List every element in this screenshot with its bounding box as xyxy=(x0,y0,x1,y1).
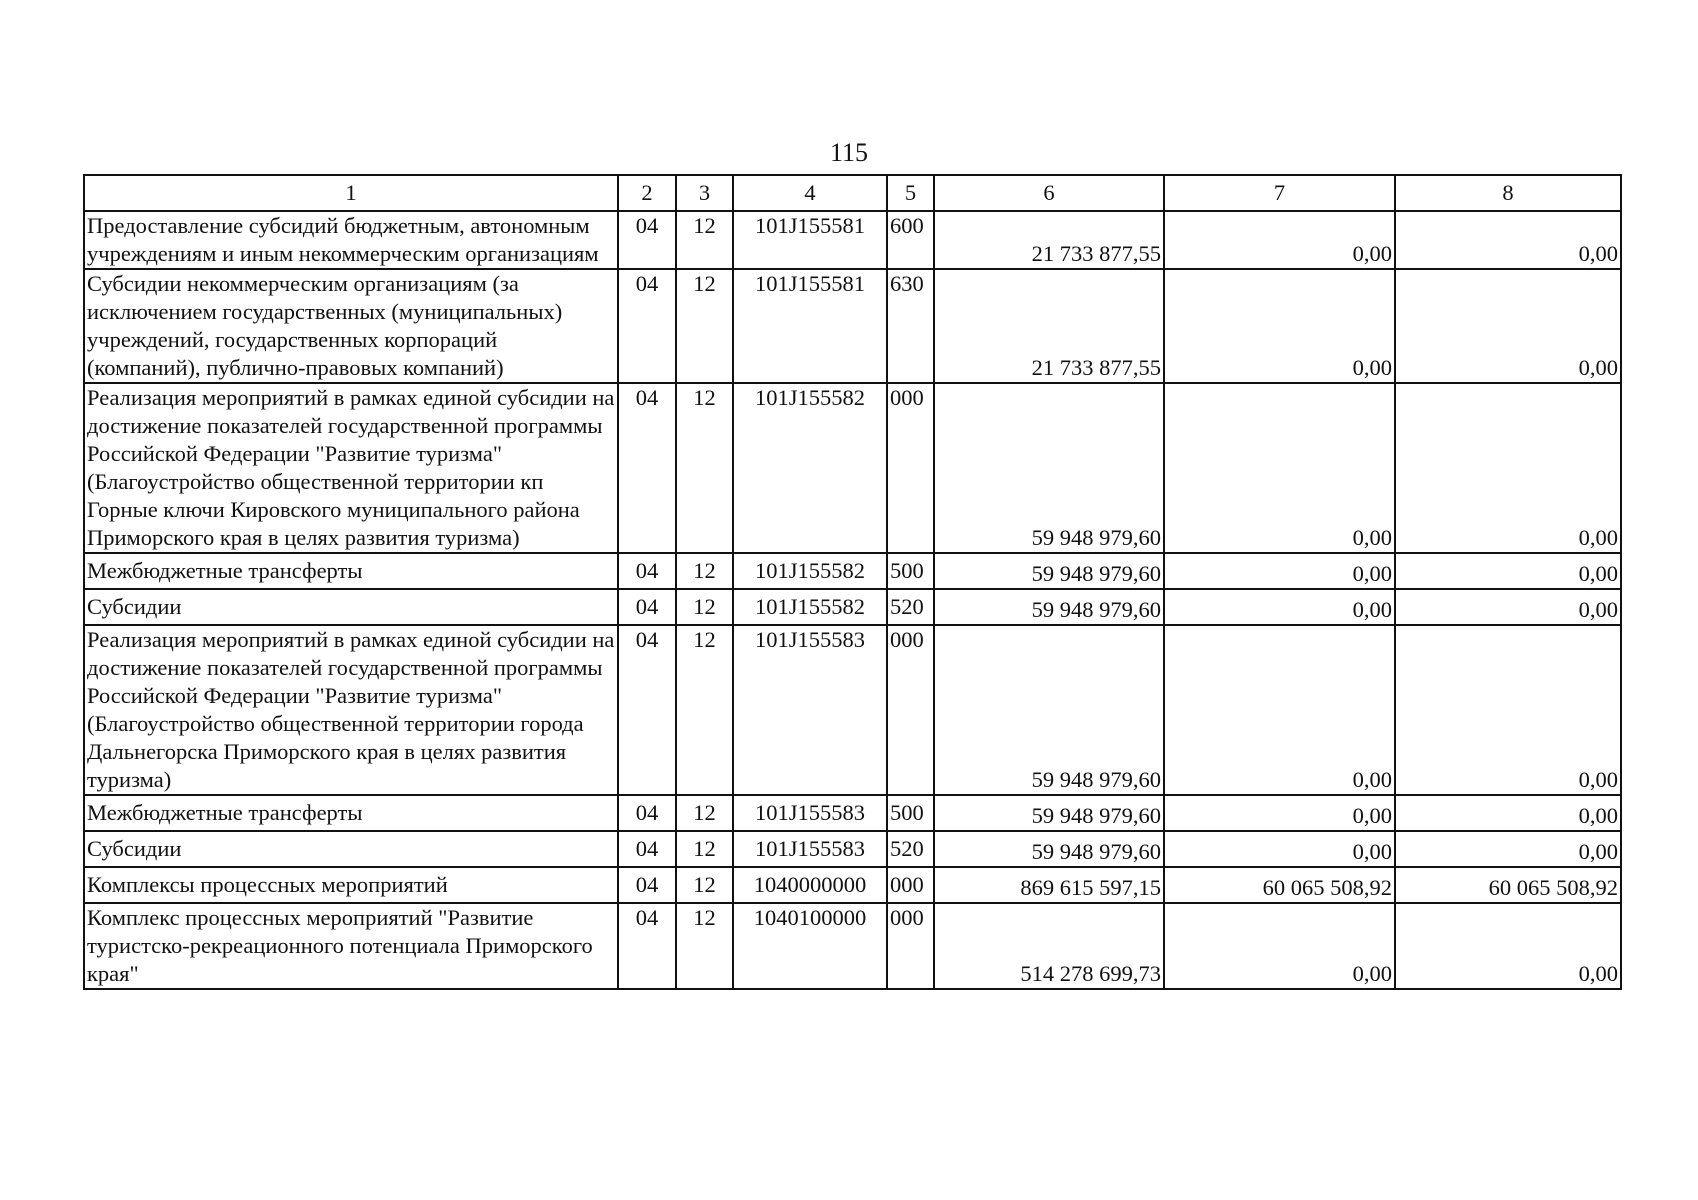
cell-amount-8: 0,00 xyxy=(1395,831,1621,867)
cell-expense-type: 600 xyxy=(887,211,934,269)
cell-section: 04 xyxy=(618,831,676,867)
cell-expense-type: 000 xyxy=(887,625,934,795)
cell-amount-7: 0,00 xyxy=(1164,269,1395,383)
cell-section: 04 xyxy=(618,795,676,831)
row-name: Межбюджетные трансферты xyxy=(84,795,618,831)
row-name: Комплексы процессных мероприятий xyxy=(84,867,618,903)
table-row xyxy=(84,795,1621,831)
cell-amount-8: 0,00 xyxy=(1395,625,1621,795)
cell-target-code: 1040100000 xyxy=(733,903,887,989)
table-row xyxy=(84,589,1621,625)
cell-target-code: 101J155583 xyxy=(733,831,887,867)
column-header: 1 xyxy=(84,175,618,211)
cell-target-code: 101J155581 xyxy=(733,269,887,383)
cell-expense-type: 000 xyxy=(887,867,934,903)
table-row xyxy=(84,867,1621,903)
cell-section: 04 xyxy=(618,269,676,383)
cell-subsection: 12 xyxy=(676,795,733,831)
table-row xyxy=(84,553,1621,589)
cell-section: 04 xyxy=(618,589,676,625)
row-name: Реализация мероприятий в рамках единой субсидии на достижение показателей государственной программы Российской Федерации "Развитие туризма" (Благоустройство общественной территории кп Горные ключи Кировского муниципального района Приморского края в целях развития туризма) xyxy=(84,383,618,553)
page-number: 115 xyxy=(829,138,869,167)
column-header: 3 xyxy=(676,175,733,211)
cell-subsection: 12 xyxy=(676,383,733,553)
cell-amount-7: 0,00 xyxy=(1164,625,1395,795)
table-row xyxy=(84,625,1621,795)
cell-amount-8: 0,00 xyxy=(1395,795,1621,831)
cell-amount-7: 60 065 508,92 xyxy=(1164,867,1395,903)
cell-amount-6: 59 948 979,60 xyxy=(934,383,1164,553)
cell-amount-7: 0,00 xyxy=(1164,589,1395,625)
cell-amount-7: 0,00 xyxy=(1164,795,1395,831)
cell-amount-8: 0,00 xyxy=(1395,553,1621,589)
cell-section: 04 xyxy=(618,383,676,553)
table-row xyxy=(84,383,1621,553)
budget-table xyxy=(83,174,1622,990)
cell-amount-6: 514 278 699,73 xyxy=(934,903,1164,989)
cell-expense-type: 520 xyxy=(887,831,934,867)
cell-amount-7: 0,00 xyxy=(1164,903,1395,989)
cell-subsection: 12 xyxy=(676,269,733,383)
column-header: 4 xyxy=(733,175,887,211)
column-header: 7 xyxy=(1164,175,1395,211)
cell-subsection: 12 xyxy=(676,867,733,903)
cell-target-code: 101J155583 xyxy=(733,625,887,795)
cell-amount-6: 21 733 877,55 xyxy=(934,269,1164,383)
row-name: Субсидии xyxy=(84,831,618,867)
cell-expense-type: 500 xyxy=(887,553,934,589)
cell-amount-7: 0,00 xyxy=(1164,211,1395,269)
cell-amount-6: 59 948 979,60 xyxy=(934,831,1164,867)
cell-section: 04 xyxy=(618,625,676,795)
cell-amount-6: 59 948 979,60 xyxy=(934,589,1164,625)
cell-amount-7: 0,00 xyxy=(1164,831,1395,867)
cell-amount-6: 59 948 979,60 xyxy=(934,795,1164,831)
cell-amount-6: 59 948 979,60 xyxy=(934,553,1164,589)
row-name: Реализация мероприятий в рамках единой субсидии на достижение показателей государственной программы Российской Федерации "Развитие туризма" (Благоустройство общественной территории города Дальнегорска Приморского края в целях развития туризма) xyxy=(84,625,618,795)
table-row xyxy=(84,269,1621,383)
cell-amount-8: 0,00 xyxy=(1395,383,1621,553)
cell-target-code: 101J155582 xyxy=(733,589,887,625)
cell-section: 04 xyxy=(618,867,676,903)
column-header: 8 xyxy=(1395,175,1621,211)
cell-subsection: 12 xyxy=(676,625,733,795)
table-row xyxy=(84,831,1621,867)
cell-amount-7: 0,00 xyxy=(1164,383,1395,553)
column-header: 6 xyxy=(934,175,1164,211)
row-name: Комплекс процессных мероприятий "Развитие туристско-рекреационного потенциала Приморского края" xyxy=(84,903,618,989)
cell-target-code: 101J155582 xyxy=(733,553,887,589)
cell-subsection: 12 xyxy=(676,211,733,269)
cell-subsection: 12 xyxy=(676,553,733,589)
cell-amount-8: 0,00 xyxy=(1395,269,1621,383)
row-name: Предоставление субсидий бюджетным, автономным учреждениям и иным некоммерческим организациям xyxy=(84,211,618,269)
cell-amount-6: 869 615 597,15 xyxy=(934,867,1164,903)
cell-expense-type: 000 xyxy=(887,903,934,989)
cell-section: 04 xyxy=(618,903,676,989)
cell-amount-8: 0,00 xyxy=(1395,903,1621,989)
column-header: 2 xyxy=(618,175,676,211)
cell-target-code: 101J155582 xyxy=(733,383,887,553)
cell-expense-type: 520 xyxy=(887,589,934,625)
cell-expense-type: 630 xyxy=(887,269,934,383)
row-name: Субсидии xyxy=(84,589,618,625)
row-name: Субсидии некоммерческим организациям (за исключением государственных (муниципальных) учреждений, государственных корпораций (компаний), публично-правовых компаний) xyxy=(84,269,618,383)
cell-amount-7: 0,00 xyxy=(1164,553,1395,589)
cell-subsection: 12 xyxy=(676,831,733,867)
cell-amount-8: 60 065 508,92 xyxy=(1395,867,1621,903)
cell-section: 04 xyxy=(618,553,676,589)
cell-section: 04 xyxy=(618,211,676,269)
cell-subsection: 12 xyxy=(676,589,733,625)
table-row xyxy=(84,211,1621,269)
row-name: Межбюджетные трансферты xyxy=(84,553,618,589)
table-row xyxy=(84,903,1621,989)
cell-amount-8: 0,00 xyxy=(1395,211,1621,269)
cell-target-code: 101J155581 xyxy=(733,211,887,269)
cell-expense-type: 000 xyxy=(887,383,934,553)
cell-expense-type: 500 xyxy=(887,795,934,831)
cell-target-code: 1040000000 xyxy=(733,867,887,903)
table-header-row xyxy=(84,175,1621,211)
cell-amount-6: 59 948 979,60 xyxy=(934,625,1164,795)
column-header: 5 xyxy=(887,175,934,211)
cell-subsection: 12 xyxy=(676,903,733,989)
cell-target-code: 101J155583 xyxy=(733,795,887,831)
cell-amount-6: 21 733 877,55 xyxy=(934,211,1164,269)
cell-amount-8: 0,00 xyxy=(1395,589,1621,625)
